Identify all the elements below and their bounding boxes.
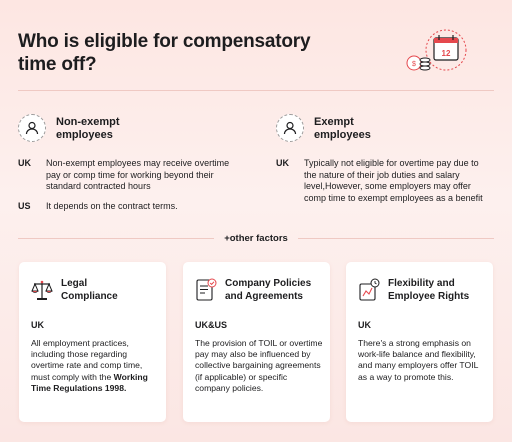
non-exempt-header (18, 114, 146, 142)
card-text-bold: Working Time Regulations 1998. (31, 371, 148, 393)
exempt-title: Exempt employees (314, 116, 371, 141)
card-body (31, 338, 159, 394)
card-title: Flexibility and Employee Rights (388, 278, 470, 302)
non-exempt-row-us (18, 201, 238, 213)
card-text: All employment practices, including those regarding overtime rate and comp time, must comply with the (31, 338, 143, 382)
card-flexibility (346, 262, 493, 422)
header-divider (18, 90, 494, 91)
non-exempt-title: Non-exempt employees (56, 116, 120, 141)
country-code: UK&US (195, 320, 228, 330)
coin-symbol: $ (412, 61, 416, 68)
calendar-day: 12 (441, 49, 451, 58)
card-title: Company Policies and Agreements (225, 278, 312, 302)
country-code: UK (358, 320, 371, 330)
exempt-header (276, 114, 384, 142)
person-icon (276, 114, 304, 142)
card-title: Legal Compliance (61, 278, 118, 302)
card-body (195, 338, 323, 394)
policy-document-icon (195, 278, 217, 302)
card-text: The provision of TOIL or overtime pay may also be influenced by collective bargaining agreements (if applicable) or specific company policies. (195, 338, 323, 393)
person-icon (18, 114, 46, 142)
exempt-row-uk (276, 158, 492, 204)
non-exempt-row-uk (18, 158, 238, 193)
scale-icon (31, 278, 53, 302)
row-text: Typically not eligible for overtime pay due to the nature of their job duties and salary level,However, some employers may offer comp time to exempt employees as a benefit (304, 158, 483, 203)
card-body (358, 338, 486, 383)
page-title: Who is eligible for compensatory time off? (18, 31, 311, 75)
other-factors-label: +other factors (224, 233, 288, 244)
calendar-coins-icon (404, 26, 480, 76)
card-text: There's a strong emphasis on work-life balance and flexibility, and many employers offer TOIL as a way to promote this. (358, 338, 479, 382)
country-code: US (18, 201, 31, 211)
card-company-policies (183, 262, 330, 422)
country-code: UK (31, 320, 44, 330)
factors-divider-right (298, 238, 494, 239)
card-legal-compliance (19, 262, 166, 422)
country-code: UK (18, 158, 31, 168)
row-text: Non-exempt employees may receive overtime pay or comp time for working beyond their standard contracted hours (46, 158, 230, 191)
row-text: It depends on the contract terms. (46, 201, 178, 211)
flexibility-icon (358, 278, 380, 302)
country-code: UK (276, 158, 289, 168)
